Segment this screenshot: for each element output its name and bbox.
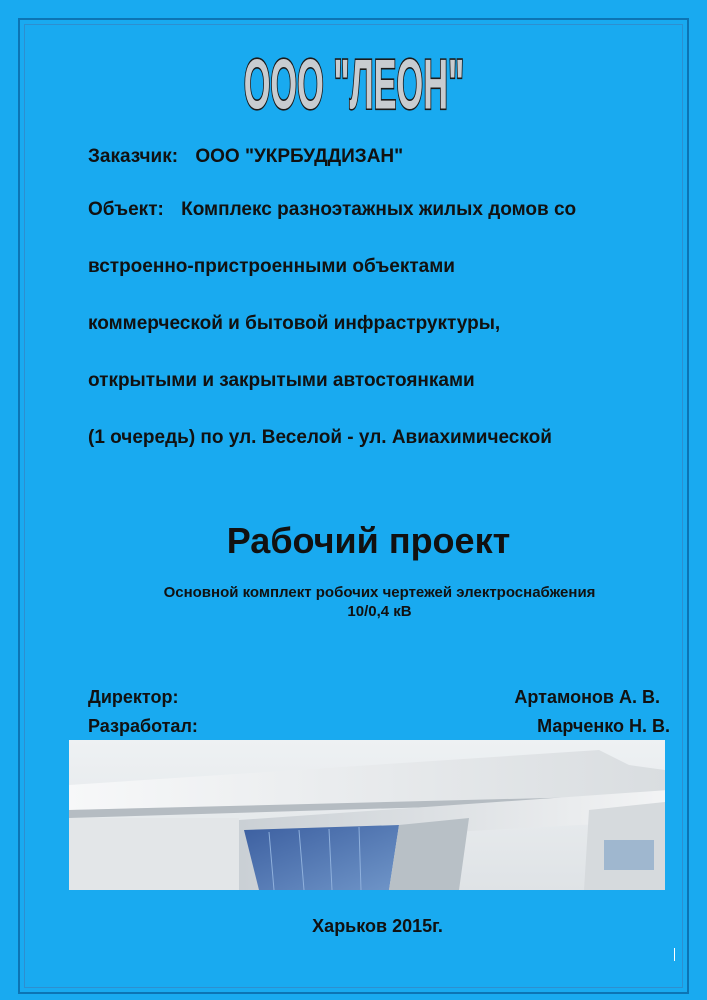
customer-label: Заказчик: xyxy=(88,146,179,167)
company-logo xyxy=(0,22,707,112)
object-line: коммерческой и бытовой инфраструктуры, xyxy=(88,313,501,334)
object-line: Комплекс разноэтажных жилых домов со xyxy=(181,199,577,220)
document-title: Рабочий проект xyxy=(226,520,511,561)
object-label: Объект: xyxy=(88,199,164,220)
subtitle-line-1: Основной комплект робочих чертежей электроснабжения xyxy=(163,584,596,601)
director-name: Артамонов А. В. xyxy=(514,687,660,707)
customer-value: ООО "УКРБУДДИЗАН" xyxy=(195,146,404,167)
director-row xyxy=(88,687,670,709)
customer-row xyxy=(88,147,668,200)
document-subtitle xyxy=(0,583,707,621)
city-year: Харьков 2015г. xyxy=(312,916,443,936)
project-info xyxy=(88,147,668,485)
object-line: открытыми и закрытыми автостоянками xyxy=(88,370,475,391)
developer-name: Марченко Н. В. xyxy=(537,716,670,736)
building-rendering-image xyxy=(69,740,665,890)
company-logo-text: ООО "ЛЕОН" xyxy=(243,44,464,112)
page-mark xyxy=(674,948,675,961)
director-label: Директор: xyxy=(88,687,179,707)
developer-label: Разработал: xyxy=(88,716,198,736)
subtitle-line-2: 10/0,4 кВ xyxy=(347,603,412,620)
object-line: встроенно-пристроенными объектами xyxy=(88,256,455,277)
object-line: (1 очередь) по ул. Веселой - ул. Авиахимической xyxy=(88,427,552,448)
developer-row xyxy=(88,716,670,738)
object-row xyxy=(88,200,668,257)
